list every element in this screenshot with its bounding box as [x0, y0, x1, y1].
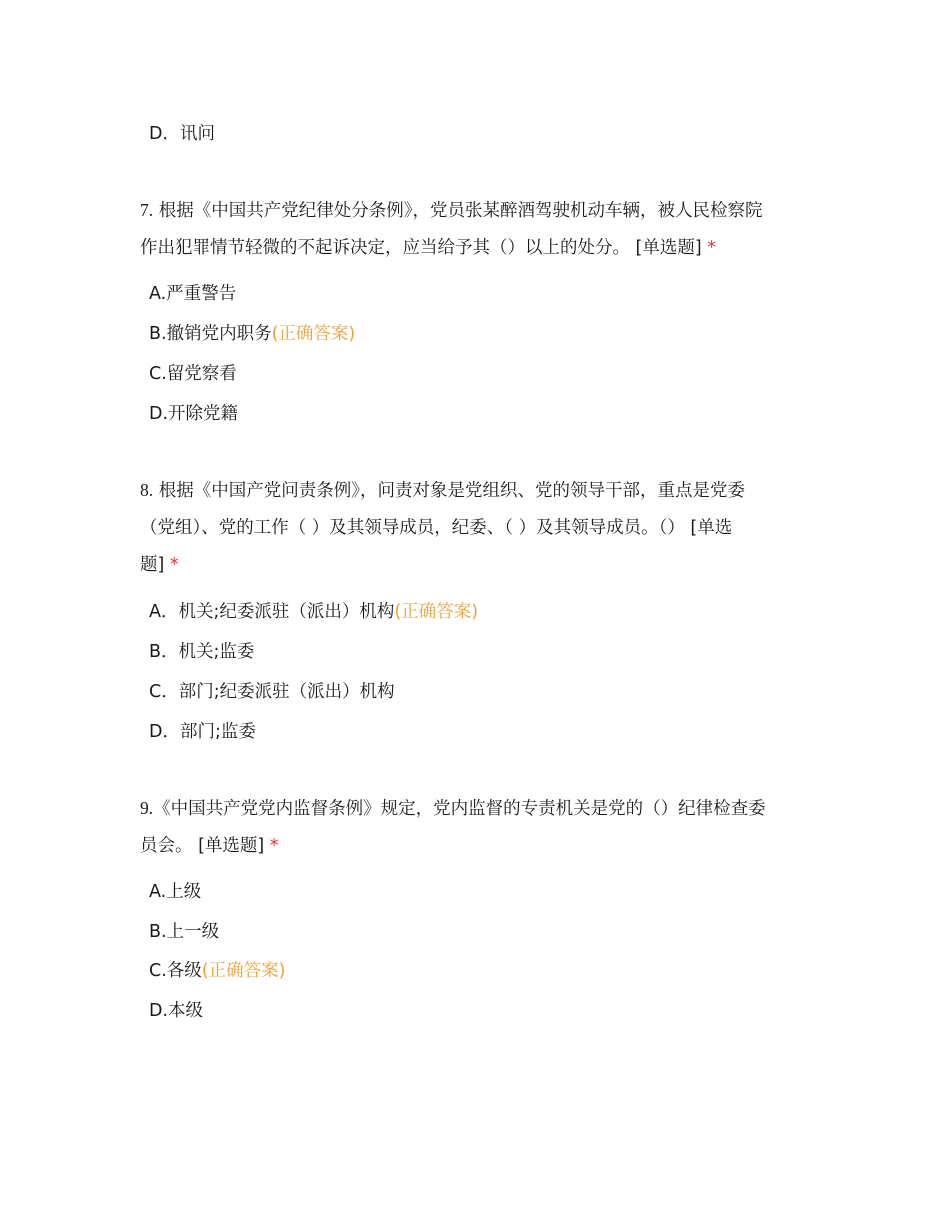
option-text: A.上级 [149, 882, 202, 902]
question-8-line-1 [140, 472, 820, 510]
required-mark: * [169, 555, 179, 575]
question-number: 7. [140, 200, 154, 220]
question-8-option-d [149, 720, 256, 744]
question-9-option-c [149, 959, 285, 983]
question-8-option-c [149, 680, 395, 704]
question-text: 《中国共产党党内监督条例》规定，党内监督的专责机关是党的（）纪律检查委 [153, 799, 766, 819]
question-8-option-b [149, 640, 254, 664]
question-7 [140, 192, 820, 267]
question-7-option-c [149, 362, 237, 386]
question-text: （党组）、党的工作（ ）及其领导成员，纪委、（ ）及其领导成员。（） [单选 [140, 518, 733, 538]
question-text: 根据《中国共产党纪律处分条例》，党员张某醉酒驾驶机动车辆，被人民检察院 [158, 201, 763, 221]
question-7-option-d [149, 402, 238, 426]
option-text: C.各级 [149, 961, 202, 981]
option-text: A．机关;纪委派驻（派出）机构 [149, 602, 395, 622]
question-text: 根据《中国产党问责条例》，问责对象是党组织、党的领导干部，重点是党委 [158, 481, 745, 501]
option-text: D.开除党籍 [149, 404, 239, 424]
question-8 [140, 472, 820, 584]
correct-answer-badge: (正确答案) [201, 961, 286, 981]
prev-question-option-d [149, 122, 215, 146]
question-9-line-2 [140, 828, 820, 865]
question-number: 8. [140, 480, 154, 500]
correct-answer-badge: (正确答案) [394, 602, 479, 622]
question-7-option-b [149, 322, 355, 346]
option-text: D．讯问 [149, 124, 215, 144]
question-7-option-a [149, 282, 236, 306]
question-9 [140, 790, 820, 865]
question-8-option-a [149, 600, 478, 624]
option-text: C.留党察看 [149, 364, 237, 384]
question-9-option-a [149, 880, 201, 904]
question-9-line-1 [140, 790, 820, 828]
question-text: 作出犯罪情节轻微的不起诉决定，应当给予其（）以上的处分。 [单选题] [140, 238, 702, 258]
question-9-option-d [149, 999, 203, 1023]
option-text: D.本级 [149, 1001, 204, 1021]
option-text: B．机关;监委 [149, 642, 255, 662]
option-text: A.严重警告 [149, 284, 237, 304]
option-text: D．部门;监委 [149, 722, 256, 742]
question-7-line-2 [140, 230, 820, 267]
question-7-line-1 [140, 192, 820, 230]
question-8-line-2 [140, 510, 820, 547]
option-text: B.上一级 [149, 922, 220, 942]
question-text: 题] [140, 555, 165, 575]
question-text: 员会。 [单选题] [140, 836, 265, 856]
question-number: 9. [140, 798, 154, 818]
correct-answer-badge: (正确答案) [271, 324, 356, 344]
option-text: C．部门;纪委派驻（派出）机构 [149, 682, 395, 702]
question-8-line-3 [140, 547, 820, 584]
required-mark: * [707, 238, 717, 258]
required-mark: * [269, 836, 279, 856]
option-text: B.撤销党内职务 [149, 324, 272, 344]
question-9-option-b [149, 920, 219, 944]
